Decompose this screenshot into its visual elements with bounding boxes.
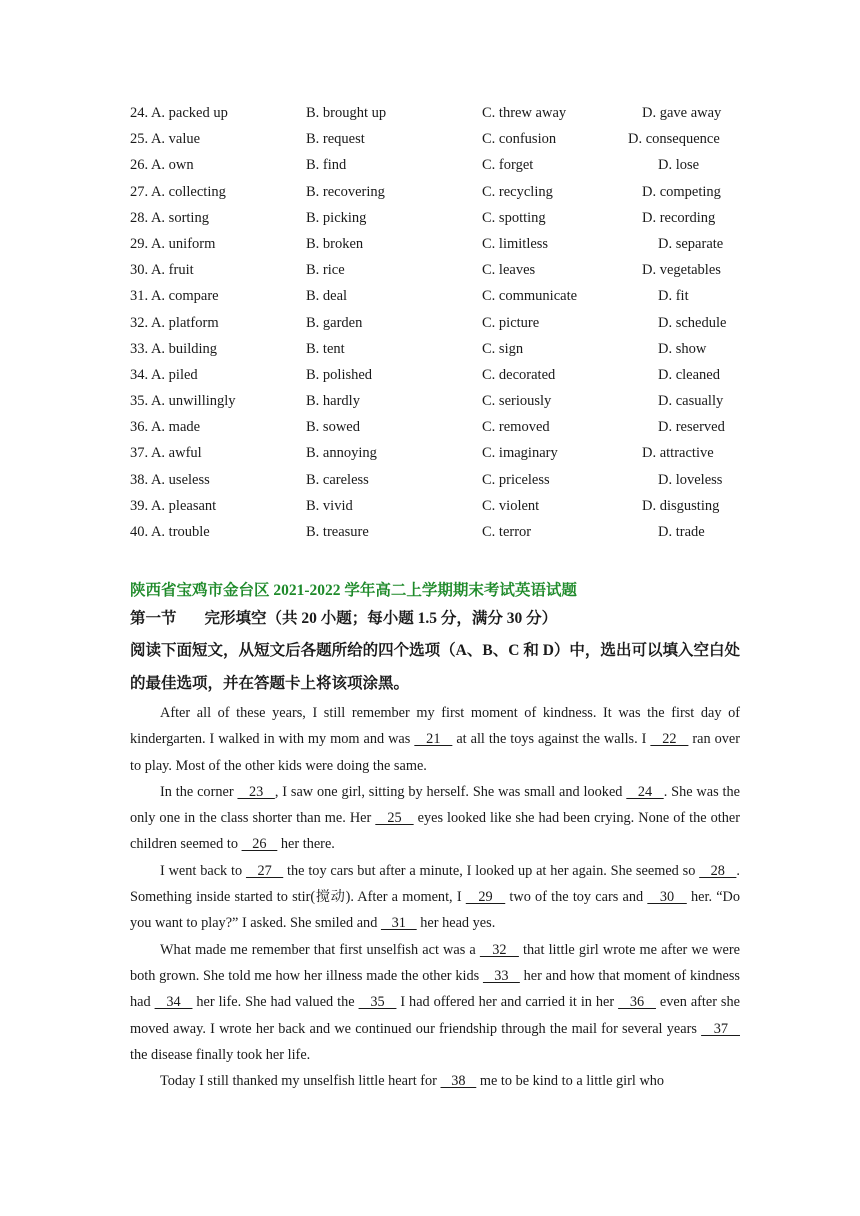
part-description: 完形填空（共 20 小题；每小题 1.5 分，满分 30 分） [204, 610, 558, 627]
option-c: C. priceless [482, 471, 550, 488]
option-c: C. confusion [482, 131, 557, 148]
option-row [130, 495, 770, 521]
option-c: C. forget [482, 157, 534, 174]
option-d: D. recording [642, 209, 716, 226]
option-c: C. threw away [482, 105, 567, 121]
option-b: B. sowed [306, 419, 360, 436]
part-label: 第一节 [130, 610, 177, 627]
option-b: B. picking [306, 209, 367, 226]
option-row [130, 312, 770, 338]
option-b: B. careless [306, 471, 369, 488]
option-c: C. leaves [482, 262, 536, 279]
passage-paragraph: Today I still thanked my unselfish little heart for 38 me to be kind to a little girl who [160, 1073, 665, 1090]
option-c: C. picture [482, 314, 540, 331]
option-b: B. vivid [306, 497, 353, 514]
option-row [130, 102, 770, 128]
blank-33: 33 [482, 967, 520, 984]
blank-30: 30 [647, 889, 687, 906]
option-a: 39. A. pleasant [130, 497, 217, 514]
option-a: 30. A. fruit [130, 262, 194, 279]
blank-37: 37 [701, 1020, 740, 1037]
option-row [130, 154, 770, 180]
option-a: 31. A. compare [130, 288, 219, 305]
blank-23: 23 [237, 783, 275, 800]
blank-28: 28 [699, 862, 737, 879]
blank-29: 29 [465, 889, 506, 906]
option-d: D. fit [658, 288, 689, 305]
blank-21: 21 [414, 731, 453, 748]
instructions: 阅读下面短文，从短文后各题所给的四个选项（A、B、C 和 D）中，选出可以填入空白处的最佳选项，并在答题卡上将该项涂黑。 [130, 642, 741, 692]
option-a: 37. A. awful [130, 445, 202, 462]
blank-22: 22 [650, 731, 689, 748]
option-c: C. terror [482, 524, 532, 540]
option-b: B. rice [306, 262, 345, 279]
option-c: C. communicate [482, 288, 578, 305]
blank-32: 32 [479, 941, 519, 958]
option-b: B. broken [306, 235, 364, 252]
option-b: B. treasure [306, 524, 369, 540]
option-c: C. seriously [482, 393, 552, 410]
option-b: B. garden [306, 314, 363, 331]
option-row [130, 442, 770, 468]
option-a: 36. A. made [130, 419, 201, 436]
passage-paragraph: After all of these years, I still remember my first moment of kindness. It was the first day of kindergarten. I walked in with my mom and was 21 at all the toys against the walls. I 22 ran over to play. Most of the other kids were doing the same. [130, 705, 740, 774]
option-c: C. violent [482, 497, 540, 514]
option-b: B. tent [306, 340, 345, 357]
part-heading [130, 604, 740, 634]
option-d: D. reserved [658, 419, 725, 436]
option-c: C. removed [482, 419, 550, 436]
option-a: 38. A. useless [130, 471, 210, 488]
option-d: D. loveless [658, 471, 723, 488]
blank-27: 27 [245, 862, 284, 879]
option-c: C. sign [482, 340, 524, 357]
option-a: 24. A. packed up [130, 105, 228, 121]
option-d: D. trade [658, 524, 705, 540]
option-d: D. schedule [658, 314, 727, 331]
option-row [130, 181, 770, 207]
blank-38: 38 [440, 1073, 477, 1090]
option-b: B. annoying [306, 445, 377, 462]
option-a: 29. A. uniform [130, 235, 216, 252]
option-a: 35. A. unwillingly [130, 393, 236, 410]
option-b: B. brought up [306, 105, 387, 121]
option-b: B. find [306, 157, 347, 174]
option-d: D. attractive [642, 445, 714, 462]
option-a: 34. A. piled [130, 366, 198, 383]
blank-24: 24 [626, 783, 664, 800]
option-b: B. request [306, 131, 365, 148]
option-c: C. imaginary [482, 445, 558, 462]
blank-36: 36 [618, 994, 656, 1011]
option-d: D. lose [658, 157, 700, 174]
option-a: 32. A. platform [130, 314, 219, 331]
option-c: C. decorated [482, 366, 556, 383]
option-a: 40. A. trouble [130, 524, 210, 540]
option-c: C. spotting [482, 209, 546, 226]
answer-options-table [130, 102, 770, 547]
option-b: B. polished [306, 366, 373, 383]
exam-title: 陕西省宝鸡市金台区 2021-2022 学年高二上学期期末考试英语试题 [130, 582, 577, 599]
option-row [130, 364, 770, 390]
option-d: D. gave away [642, 105, 722, 121]
option-row [130, 207, 770, 233]
option-d: D. competing [642, 183, 721, 200]
option-a: 28. A. sorting [130, 209, 209, 226]
option-a: 26. A. own [130, 157, 194, 174]
option-d: D. cleaned [658, 366, 720, 383]
option-b: B. hardly [306, 393, 360, 410]
option-b: B. recovering [306, 183, 385, 200]
passage-paragraph: What made me remember that first unselfish act was a 32 that little girl wrote me after we were both grown. She told me how her illness made the other kids 33 her and how that moment of kindness had 34 her life. She had valued the 35 I had offered her and carried it in her 36 even after she moved away. I wrote her back and we continued our friendship through the mail for several years 37 the disease finally took her life. [130, 941, 740, 1063]
blank-35: 35 [358, 994, 397, 1011]
option-row [130, 285, 770, 311]
blank-34: 34 [154, 994, 193, 1011]
option-b: B. deal [306, 288, 348, 305]
passage-paragraph: I went back to 27 the toy cars but after a minute, I looked up at her again. She seemed so 28 . Something inside started to stir(搅动). After a moment, I 29 two of the toy cars and 30 her. “Do you want to play?” I asked. She smiled and 31 her head yes. [130, 862, 741, 932]
option-row [130, 390, 770, 416]
blank-31: 31 [380, 915, 417, 932]
option-row [130, 416, 770, 442]
blank-26: 26 [241, 836, 278, 853]
option-d: D. casually [658, 393, 724, 410]
option-c: C. recycling [482, 183, 553, 200]
option-d: D. show [658, 340, 707, 357]
option-d: D. vegetables [642, 262, 721, 279]
option-row [130, 338, 770, 364]
option-d: D. separate [658, 235, 724, 252]
option-row [130, 469, 770, 495]
cloze-passage [130, 700, 740, 1094]
option-row [130, 233, 770, 259]
passage-paragraph: In the corner 23 , I saw one girl, sitting by herself. She was small and looked 24 . She was the only one in the class shorter than me. Her 25 eyes looked like she had been crying. None of the other children seemed to 26 her there. [130, 783, 740, 853]
blank-25: 25 [375, 810, 414, 827]
exam-section [130, 578, 740, 1094]
option-c: C. limitless [482, 235, 549, 252]
option-row [130, 128, 770, 154]
option-a: 33. A. building [130, 340, 218, 357]
option-d: D. consequence [628, 131, 720, 148]
option-row [130, 521, 770, 547]
option-a: 27. A. collecting [130, 183, 226, 200]
option-row [130, 259, 770, 285]
option-a: 25. A. value [130, 131, 201, 148]
option-d: D. disgusting [642, 497, 720, 514]
